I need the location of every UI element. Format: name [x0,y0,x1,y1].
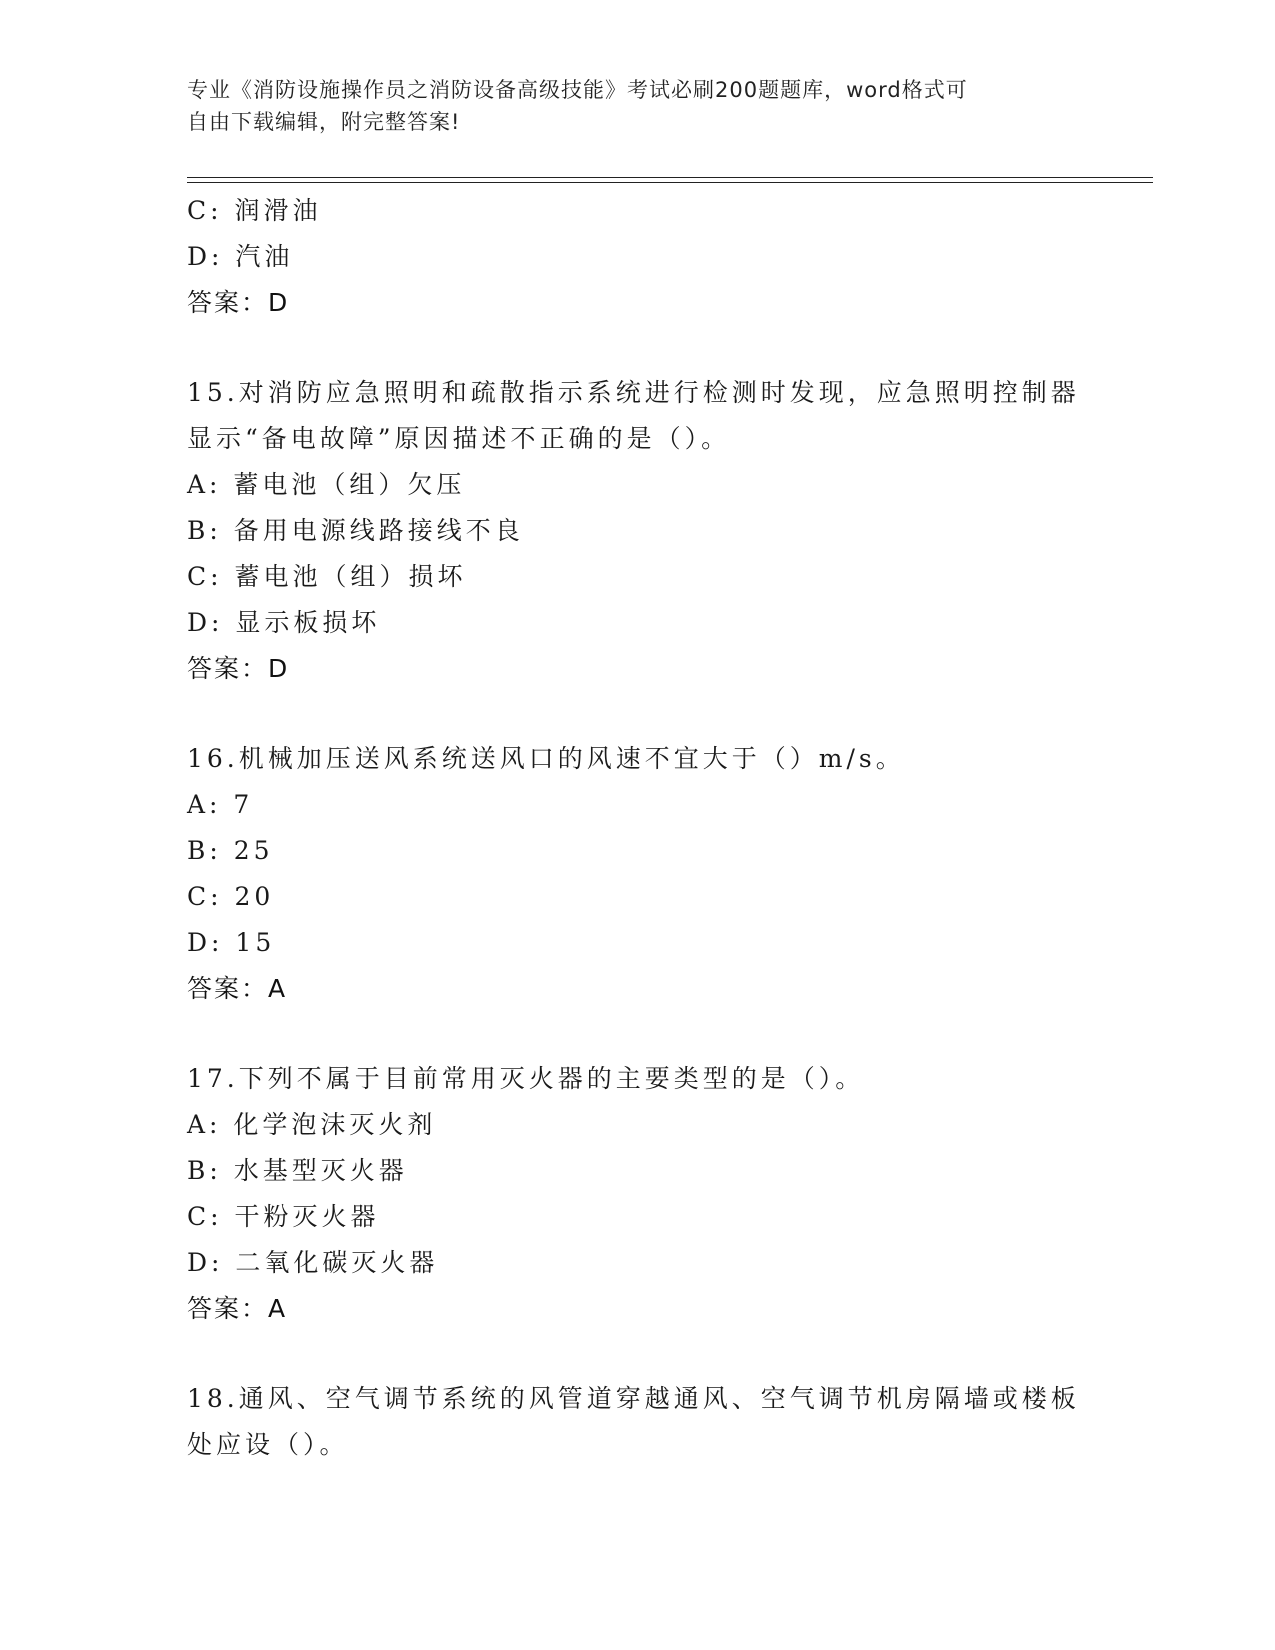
option-d: D: 汽油 [187,242,294,271]
question-text-line-1: 15.对消防应急照明和疏散指示系统进行检测时发现，应急照明控制器 [187,378,1080,407]
question-text [187,736,1087,782]
answer-line: 答案：A [187,974,288,1003]
question-text-line-2: 处应设（）。 [187,1430,349,1459]
question-18 [187,1376,1087,1468]
header-divider-bottom [187,182,1153,183]
option-d: D: 显示板损坏 [187,608,381,637]
option-a: A: 7 [187,790,254,819]
header-line-1: 专业《消防设施操作员之消防设备高级技能》考试必刷200题题库，word格式可 [187,78,968,102]
question-text [187,370,1087,462]
option-c: C: 干粉灭火器 [187,1202,380,1231]
option-c: C: 润滑油 [187,196,322,225]
question-17 [187,1056,1087,1332]
question-spacer [187,1332,1087,1376]
option-b: B: 25 [187,836,274,865]
option-d: D: 二氧化碳灭火器 [187,1248,439,1277]
option-c: C: 蓄电池（组）损坏 [187,562,467,591]
option-b: B: 水基型灭火器 [187,1156,408,1185]
header-divider-top [187,177,1153,178]
option-d: D: 15 [187,928,276,957]
question-text-line-1: 17.下列不属于目前常用灭火器的主要类型的是（）。 [187,1064,865,1093]
question-14-continuation [187,188,1087,326]
question-spacer [187,326,1087,370]
question-text [187,1056,1087,1102]
question-text-line-2: 显示“备电故障”原因描述不正确的是（）。 [187,424,731,453]
answer-line: 答案：A [187,1294,288,1323]
question-spacer [187,692,1087,736]
question-16 [187,736,1087,1012]
question-text [187,1376,1087,1468]
header-line-2: 自由下载编辑，附完整答案! [187,110,461,134]
answer-line: 答案：D [187,288,290,317]
question-list [187,188,1087,1468]
document-header [187,74,1067,138]
option-a: A: 蓄电池（组）欠压 [187,470,466,499]
option-c: C: 20 [187,882,275,911]
option-a: A: 化学泡沫灭火剂 [187,1110,437,1139]
question-text-line-1: 16.机械加压送风系统送风口的风速不宜大于（）m/s。 [187,744,905,773]
question-15 [187,370,1087,692]
answer-line: 答案：D [187,654,290,683]
question-spacer [187,1012,1087,1056]
question-text-line-1: 18.通风、空气调节系统的风管道穿越通风、空气调节机房隔墙或楼板 [187,1384,1080,1413]
option-b: B: 备用电源线路接线不良 [187,516,524,545]
